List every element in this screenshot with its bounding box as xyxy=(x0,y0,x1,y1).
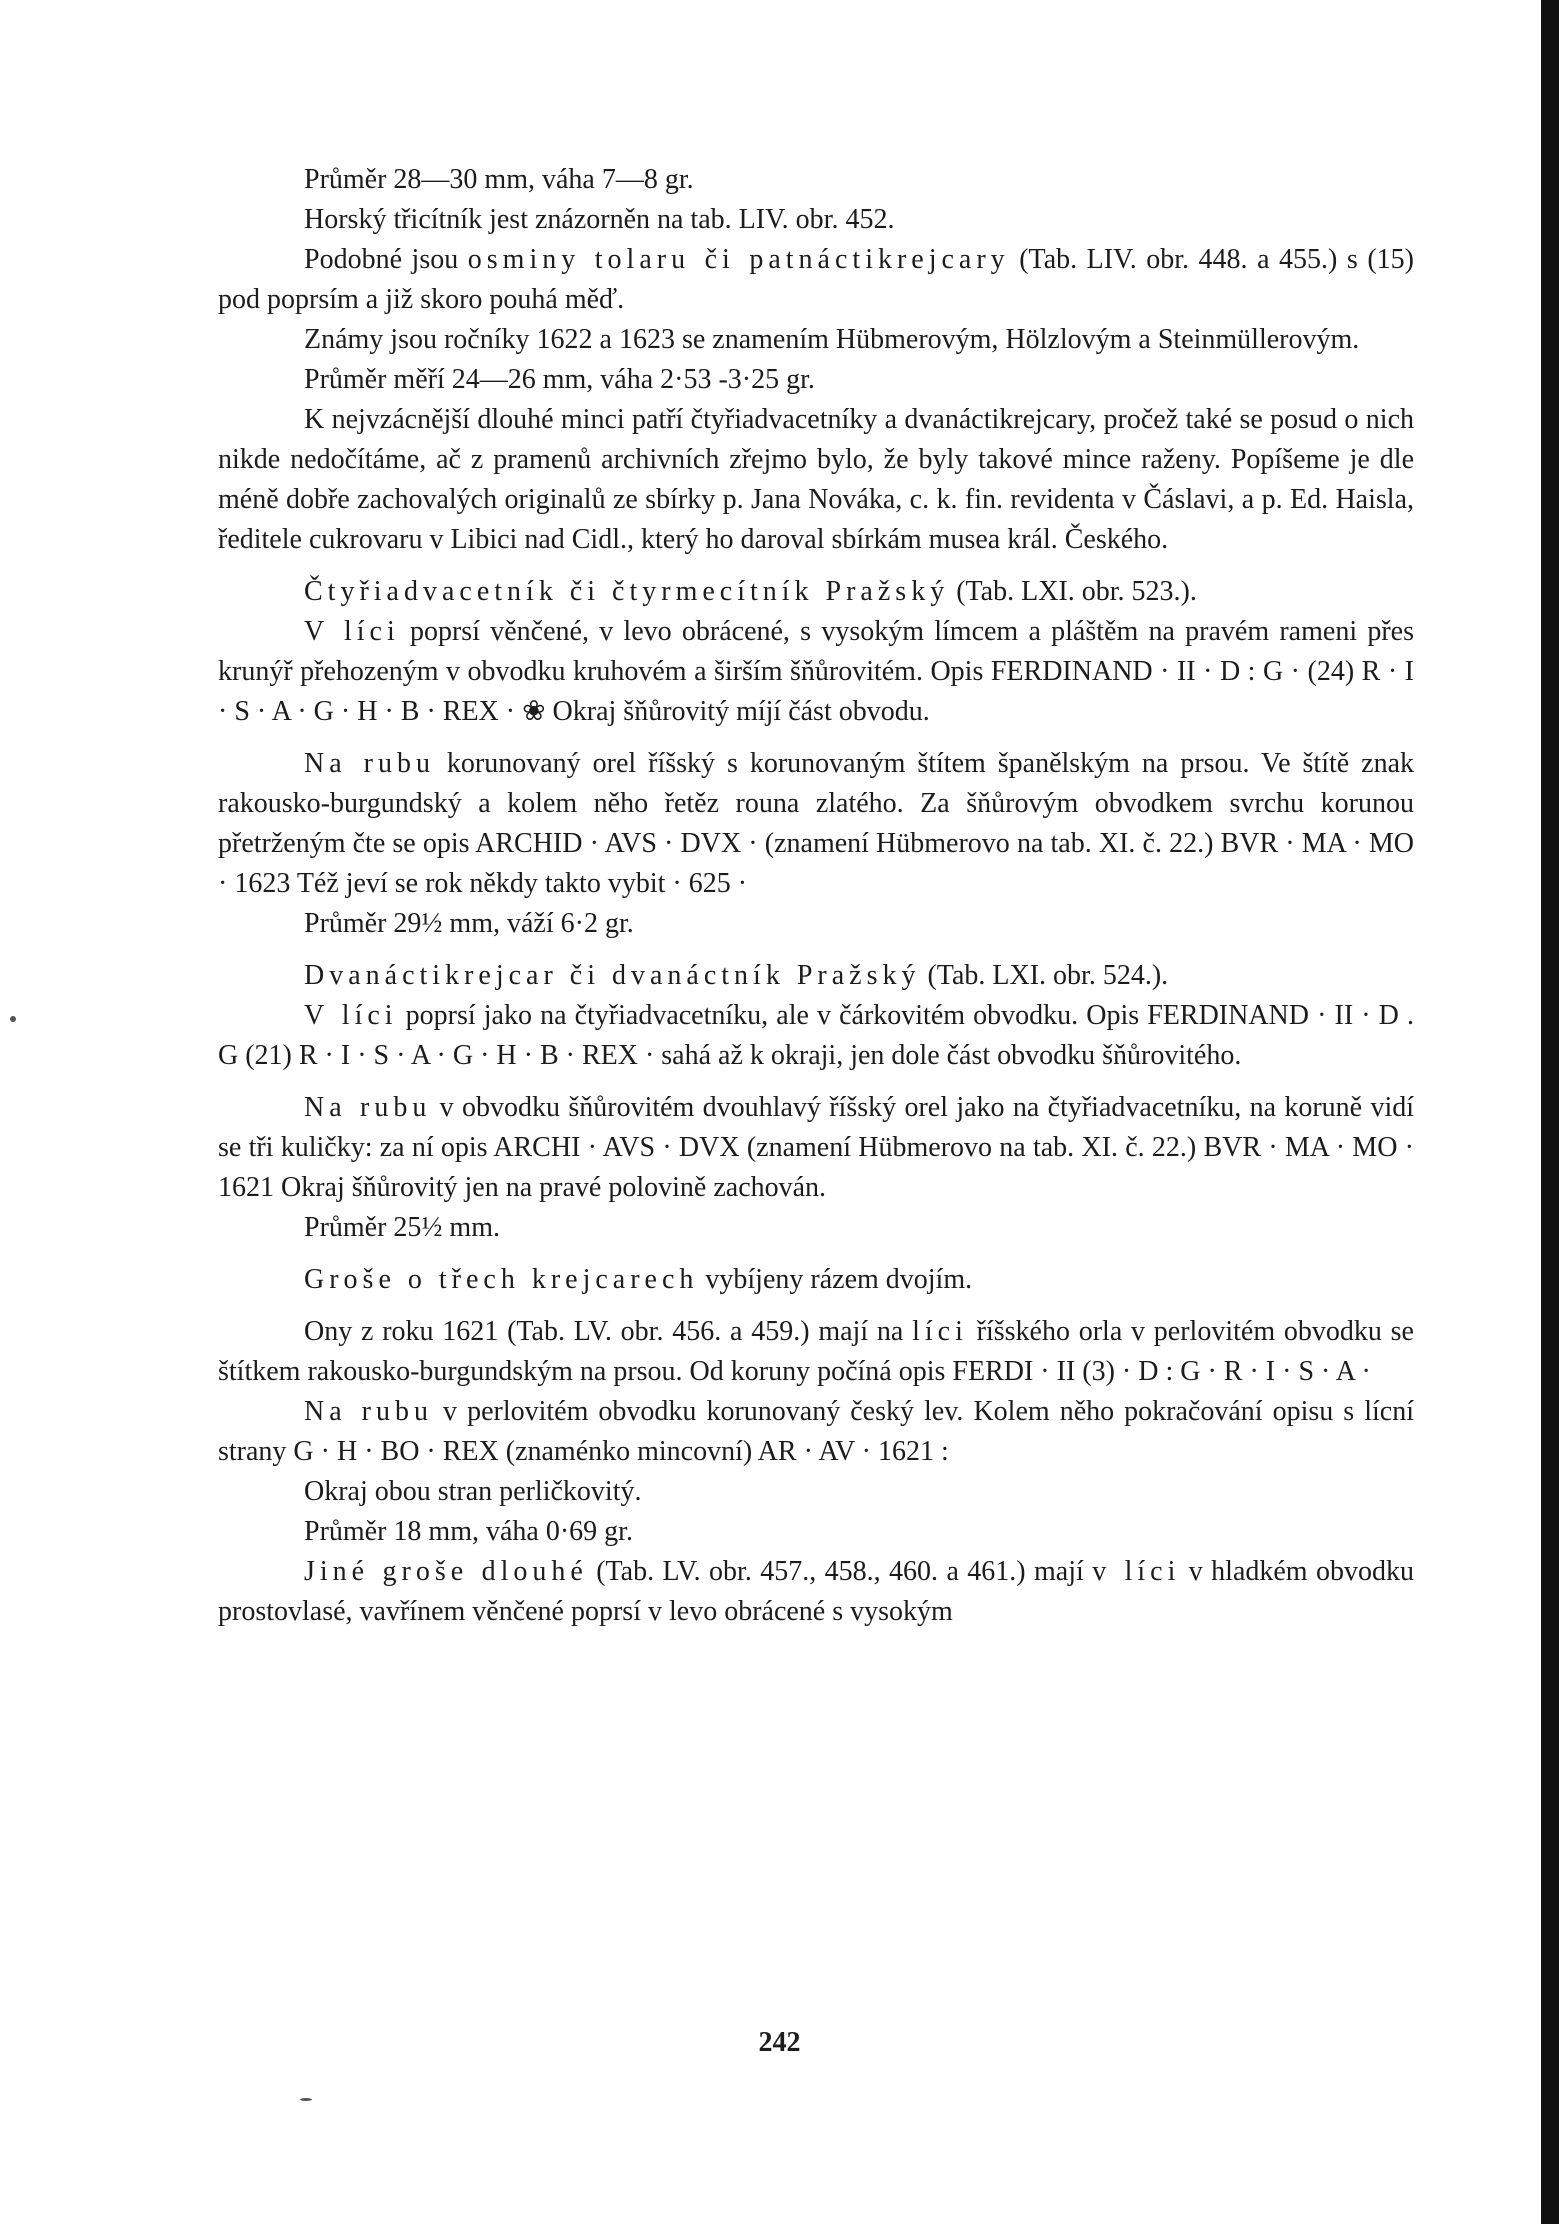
section-heading: Čtyřiadvacetník či čtyrmecítník Pražský (Tab. LXI. obr. 523.). xyxy=(304,576,1197,607)
document-body xyxy=(218,160,1414,1632)
section-heading: Groše o třech krejcarech vybíjeny rázem dvojím. xyxy=(304,1264,973,1295)
paragraph: Průměr 28—30 mm, váha 7—8 gr. xyxy=(304,164,694,195)
page-number: 242 xyxy=(758,2027,801,2058)
paragraph: Horský třicítník jest znázorněn na tab. LIV. obr. 452. xyxy=(304,204,895,235)
paragraph: Ony z roku 1621 (Tab. LV. obr. 456. a 459.) mají na líci říšského orla v perlovitém obvodku se štítkem rakousko-burgundským na prsou. Od koruny počíná opis FERDI · II (3) · D : G · R · I · S · A · xyxy=(218,1316,1414,1387)
scan-border xyxy=(1541,0,1559,2224)
paragraph: Průměr 25½ mm. xyxy=(304,1212,500,1243)
scan-mark xyxy=(10,1016,16,1022)
section-heading: Dvanáctikrejcar či dvanáctník Pražský (Tab. LXI. obr. 524.). xyxy=(304,960,1169,991)
paragraph: Okraj obou stran perličkovitý. xyxy=(304,1476,642,1507)
paragraph: Průměr 29½ mm, váží 6·2 gr. xyxy=(304,908,634,939)
paragraph: Na rubu v perlovitém obvodku korunovaný český lev. Kolem něho pokračování opisu s lícní strany G · H · BO · REX (znaménko mincovní) AR · AV · 1621 : xyxy=(218,1396,1414,1467)
paragraph: K nejvzácnější dlouhé minci patří čtyřiadvacetníky a dvanáctikrejcary, pročež také se posud o nich nikde nedočítáme, ač z pramenů archivních zřejmo bylo, že byly takové mince raženy. Popíšeme je dle méně dobře zachovalých originalů ze sbírky p. Jana Nováka, c. k. fin. revidenta v Čáslavi, a p. Ed. Haisla, ředitele cukrovaru v Libici nad Cidl., který ho daroval sbírkám musea král. Českého. xyxy=(218,404,1414,555)
paragraph: Známy jsou ročníky 1622 a 1623 se znamením Hübmerovým, Hölzlovým a Steinmüllerovým. xyxy=(304,324,1360,355)
paragraph: Průměr 18 mm, váha 0·69 gr. xyxy=(304,1516,633,1547)
paragraph: Na rubu v obvodku šňůrovitém dvouhlavý říšský orel jako na čtyřiadvacetníku, na koruně vidí se tři kuličky: za ní opis ARCHI · AVS · DVX (znamení Hübmerovo na tab. XI. č. 22.) BVR · MA · MO · 1621 Okraj šňůrovitý jen na pravé polovině zachován. xyxy=(218,1092,1414,1203)
paragraph: Průměr měří 24—26 mm, váha 2·53 -3·25 gr. xyxy=(304,364,815,395)
paragraph: Podobné jsou osminy tolaru či patnáctikrejcary (Tab. LIV. obr. 448. a 455.) s (15) pod poprsím a již skoro pouhá měď. xyxy=(218,244,1415,315)
paragraph: V líci poprsí věnčené, v levo obrácené, s vysokým límcem a pláštěm na pravém rameni přes krunýř přehozeným v obvodku kruhovém a širším šňůrovitém. Opis FERDINAND · II · D : G · (24) R · I · S · A · G · H · B · REX · ❀ Okraj šňůrovitý míjí část obvodu. xyxy=(218,616,1414,727)
paragraph: Jiné groše dlouhé (Tab. LV. obr. 457., 458., 460. a 461.) mají v líci v hladkém obvodku prostovlasé, vavřínem věnčené poprsí v levo obrácené s vysokým xyxy=(218,1556,1414,1627)
paragraph: V líci poprsí jako na čtyřiadvacetníku, ale v čárkovitém obvodku. Opis FERDINAND · II · D . G (21) R · I · S · A · G · H · B · REX · sahá až k okraji, jen dole část obvodku šňůrovitého. xyxy=(218,1000,1414,1071)
scan-mark xyxy=(300,2098,312,2101)
paragraph: Na rubu korunovaný orel říšský s korunovaným štítem španělským na prsou. Ve štítě znak rakousko-burgundský a kolem něho řetěz rouna zlatého. Za šňůrovým obvodkem svrchu korunou přetrženým čte se opis ARCHID · AVS · DVX · (znamení Hübmerovo na tab. XI. č. 22.) BVR · MA · MO · 1623 Též jeví se rok někdy takto vybit · 625 · xyxy=(218,748,1414,899)
